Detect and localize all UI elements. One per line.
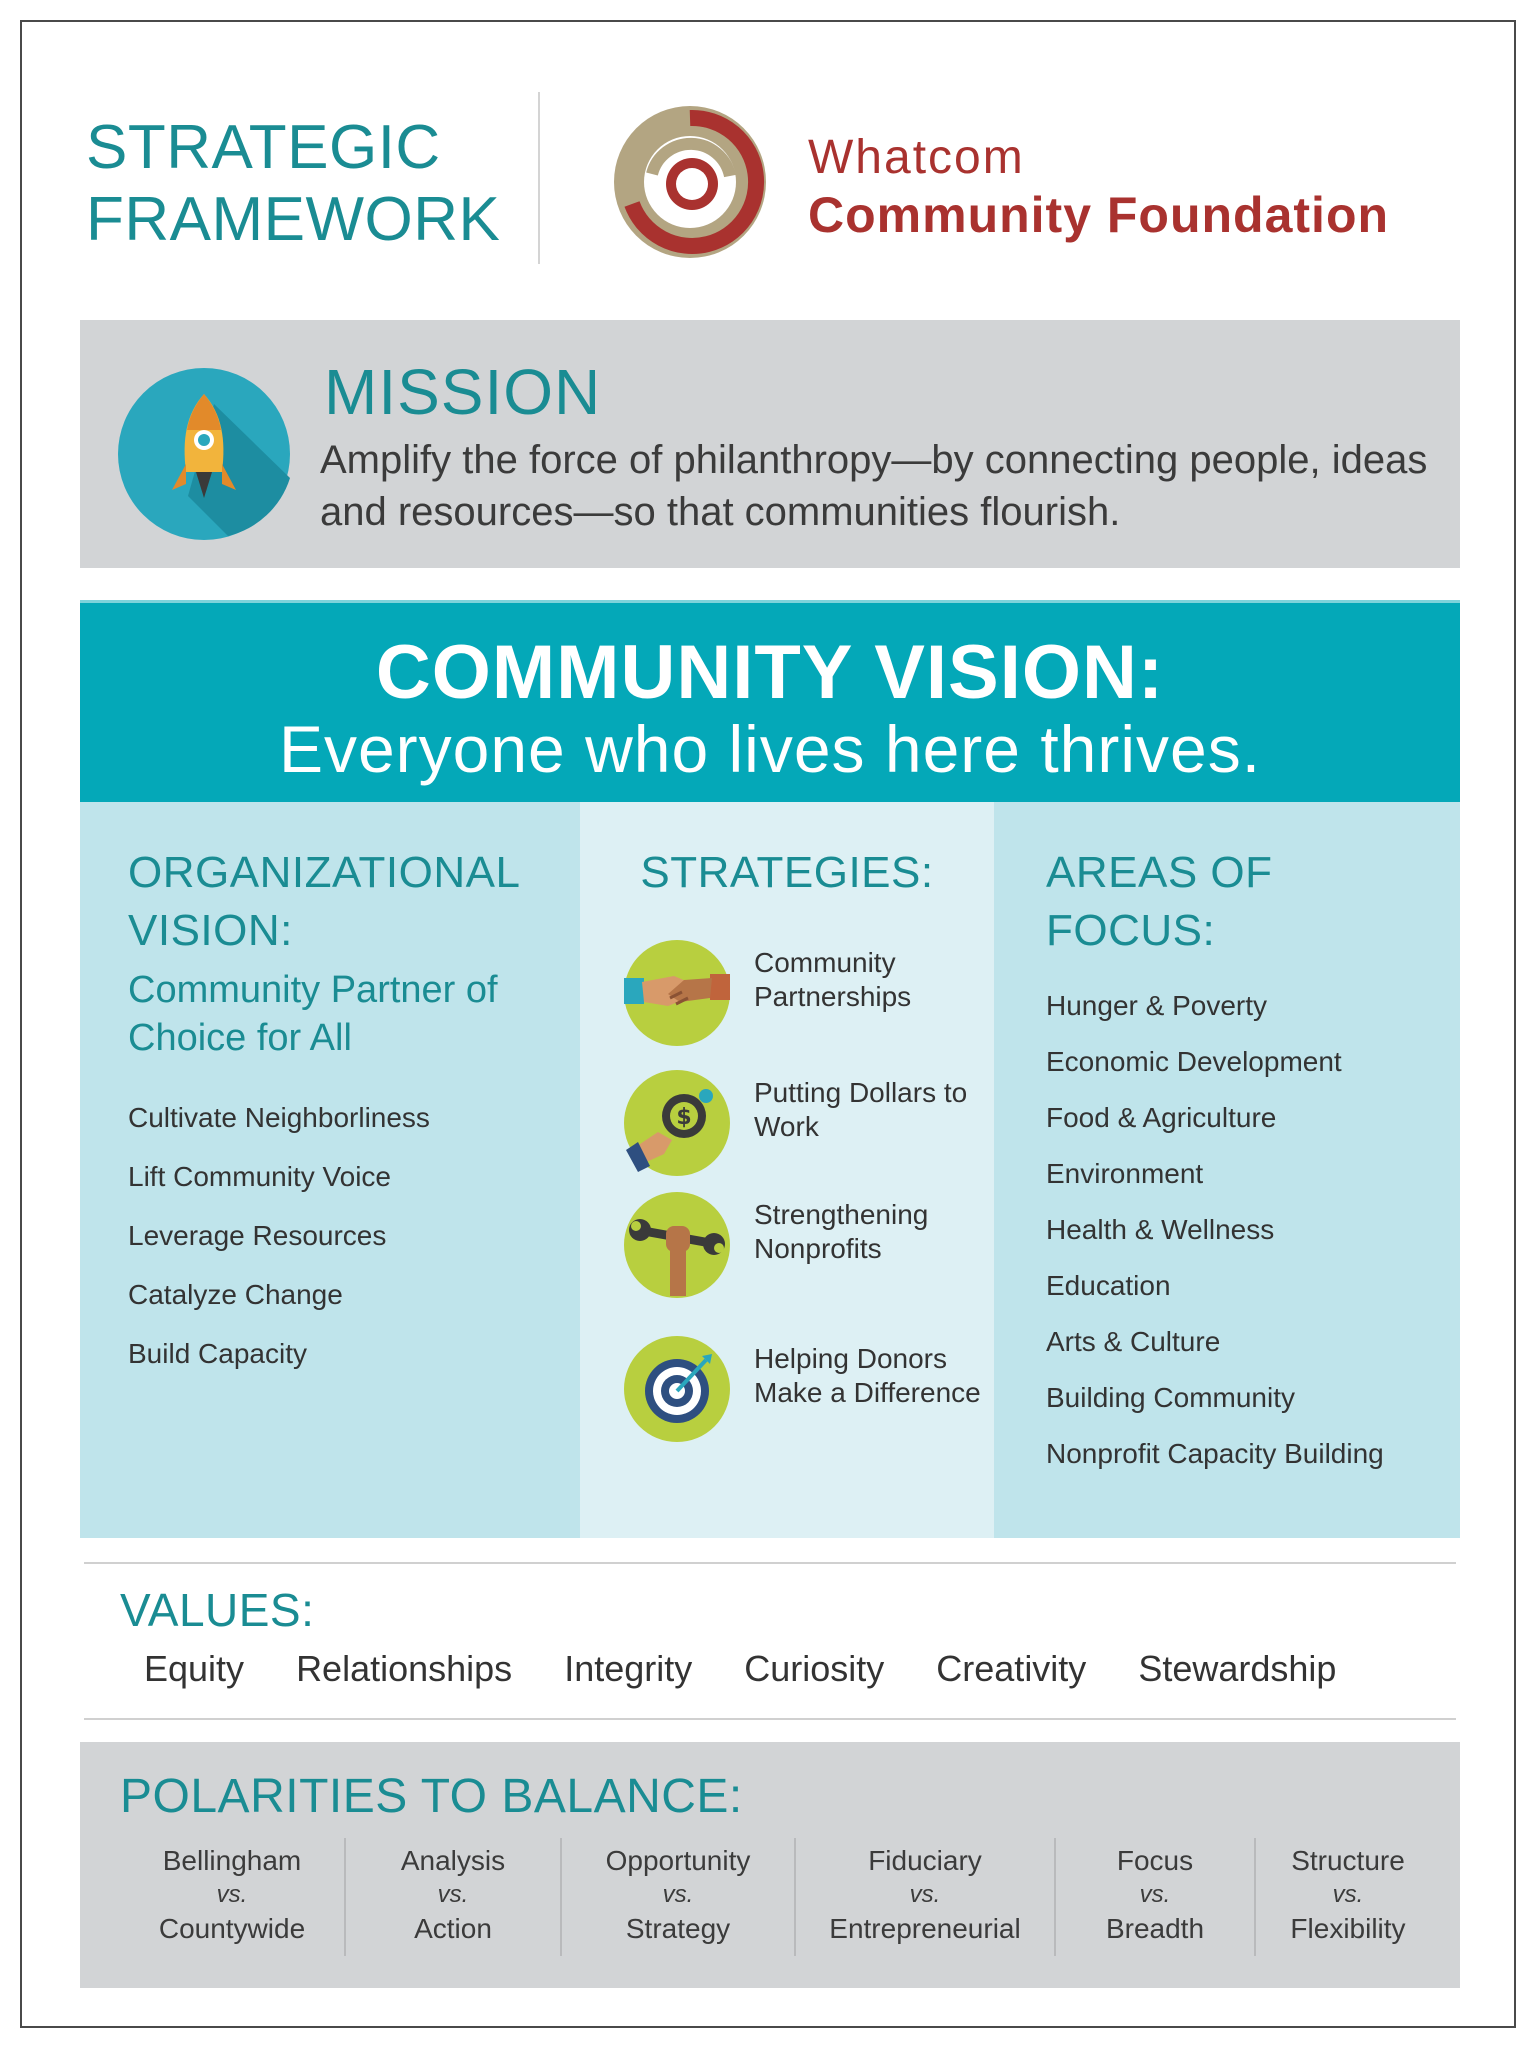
strategy-label: Strengthening Nonprofits	[754, 1199, 929, 1264]
list-item: Catalyze Change	[128, 1279, 343, 1310]
polarity-item	[796, 1838, 1056, 1956]
page-title-line2: FRAMEWORK	[86, 185, 501, 254]
list-item: Health & Wellness	[1046, 1214, 1275, 1245]
strategy-label: Putting Dollars to Work	[754, 1077, 968, 1142]
organization-name-line2: Community Foundation	[808, 187, 1390, 243]
wrench-fist-icon	[624, 1192, 730, 1298]
target-icon	[624, 1336, 730, 1442]
polarity-vs: vs.	[1332, 1881, 1364, 1908]
polarity-side-b: Breadth	[1105, 1913, 1205, 1944]
polarity-item	[346, 1838, 562, 1956]
polarities-panel	[80, 1742, 1460, 1988]
value-item: Stewardship	[1138, 1648, 1337, 1689]
header-divider	[538, 92, 540, 264]
polarity-vs: vs.	[216, 1881, 248, 1908]
value-item: Creativity	[936, 1648, 1087, 1689]
polarity-side-a: Structure	[1291, 1845, 1405, 1876]
values-list	[144, 1644, 1388, 1694]
polarity-side-b: Flexibility	[1290, 1913, 1406, 1944]
polarity-item	[1256, 1838, 1440, 1956]
value-item: Equity	[144, 1648, 245, 1689]
community-vision-subtitle: Everyone who lives here thrives.	[278, 712, 1262, 786]
strategy-item	[624, 1070, 984, 1180]
community-vision-title: COMMUNITY VISION:	[375, 630, 1165, 715]
polarity-vs: vs.	[437, 1881, 469, 1908]
page-title	[86, 112, 500, 256]
list-item: Education	[1046, 1270, 1171, 1301]
svg-text:$: $	[676, 1105, 692, 1130]
polarity-side-b: Strategy	[625, 1913, 731, 1944]
polarity-side-a: Opportunity	[605, 1845, 751, 1876]
polarity-vs: vs.	[662, 1881, 694, 1908]
organizational-vision-list	[128, 1088, 430, 1383]
handshake-icon	[624, 940, 730, 1046]
polarities-row	[120, 1838, 1440, 1956]
polarity-item	[120, 1838, 346, 1956]
list-item: Arts & Culture	[1046, 1326, 1221, 1357]
list-item: Hunger & Poverty	[1046, 990, 1267, 1021]
polarity-side-a: Analysis	[400, 1845, 506, 1876]
rocket-icon	[118, 368, 290, 540]
polarity-side-b: Entrepreneurial	[829, 1913, 1021, 1944]
polarity-side-a: Fiduciary	[868, 1845, 982, 1876]
value-item: Integrity	[564, 1648, 693, 1689]
areas-of-focus-list	[1046, 978, 1384, 1482]
mission-text: Amplify the force of philanthropy—by connecting people, ideas and resources—so that communities flourish.	[320, 438, 1428, 534]
community-vision-banner	[80, 600, 1460, 802]
polarity-item	[562, 1838, 796, 1956]
polarity-item	[1056, 1838, 1256, 1956]
list-item: Food & Agriculture	[1046, 1102, 1277, 1133]
organizational-vision-subheading: Community Partner of Choice for All	[128, 969, 498, 1059]
organization-name	[808, 130, 1389, 244]
organizational-vision-column	[80, 802, 580, 1538]
mission-title: MISSION	[324, 356, 602, 428]
page-title-line1: STRATEGIC	[86, 113, 441, 182]
polarity-side-a: Bellingham	[162, 1845, 302, 1876]
dollar-gear-icon	[624, 1070, 730, 1176]
strategy-item	[624, 940, 984, 1050]
polarity-side-a: Focus	[1116, 1845, 1194, 1876]
polarities-heading: POLARITIES TO BALANCE:	[120, 1770, 743, 1823]
list-item: Economic Development	[1046, 1046, 1342, 1077]
list-item: Lift Community Voice	[128, 1161, 391, 1192]
strategy-item	[624, 1336, 984, 1446]
list-item: Environment	[1046, 1158, 1204, 1189]
list-item: Building Community	[1046, 1382, 1295, 1413]
polarity-side-b: Countywide	[158, 1913, 306, 1944]
foundation-logo-icon	[612, 104, 768, 260]
value-item: Relationships	[296, 1648, 513, 1689]
divider	[84, 1718, 1456, 1720]
organizational-vision-heading: ORGANIZATIONAL VISION:	[128, 848, 519, 955]
polarity-vs: vs.	[909, 1881, 941, 1908]
list-item: Leverage Resources	[128, 1220, 387, 1251]
list-item: Cultivate Neighborliness	[128, 1102, 430, 1133]
areas-of-focus-heading: AREAS OF FOCUS:	[1046, 848, 1273, 955]
polarity-side-b: Action	[414, 1913, 492, 1944]
values-heading: VALUES:	[120, 1584, 315, 1636]
strategy-label: Community Partnerships	[754, 947, 912, 1012]
areas-of-focus-column	[994, 802, 1460, 1538]
strategies-column	[580, 802, 994, 1538]
value-item: Curiosity	[744, 1648, 885, 1689]
strategies-heading: STRATEGIES:	[640, 848, 934, 897]
organization-name-line1: Whatcom	[808, 131, 1025, 184]
divider	[84, 1562, 1456, 1564]
list-item: Nonprofit Capacity Building	[1046, 1438, 1384, 1469]
mission-panel	[80, 320, 1460, 568]
strategy-label: Helping Donors Make a Difference	[754, 1343, 981, 1408]
strategy-item	[624, 1192, 984, 1302]
list-item: Build Capacity	[128, 1338, 307, 1369]
polarity-vs: vs.	[1139, 1881, 1171, 1908]
